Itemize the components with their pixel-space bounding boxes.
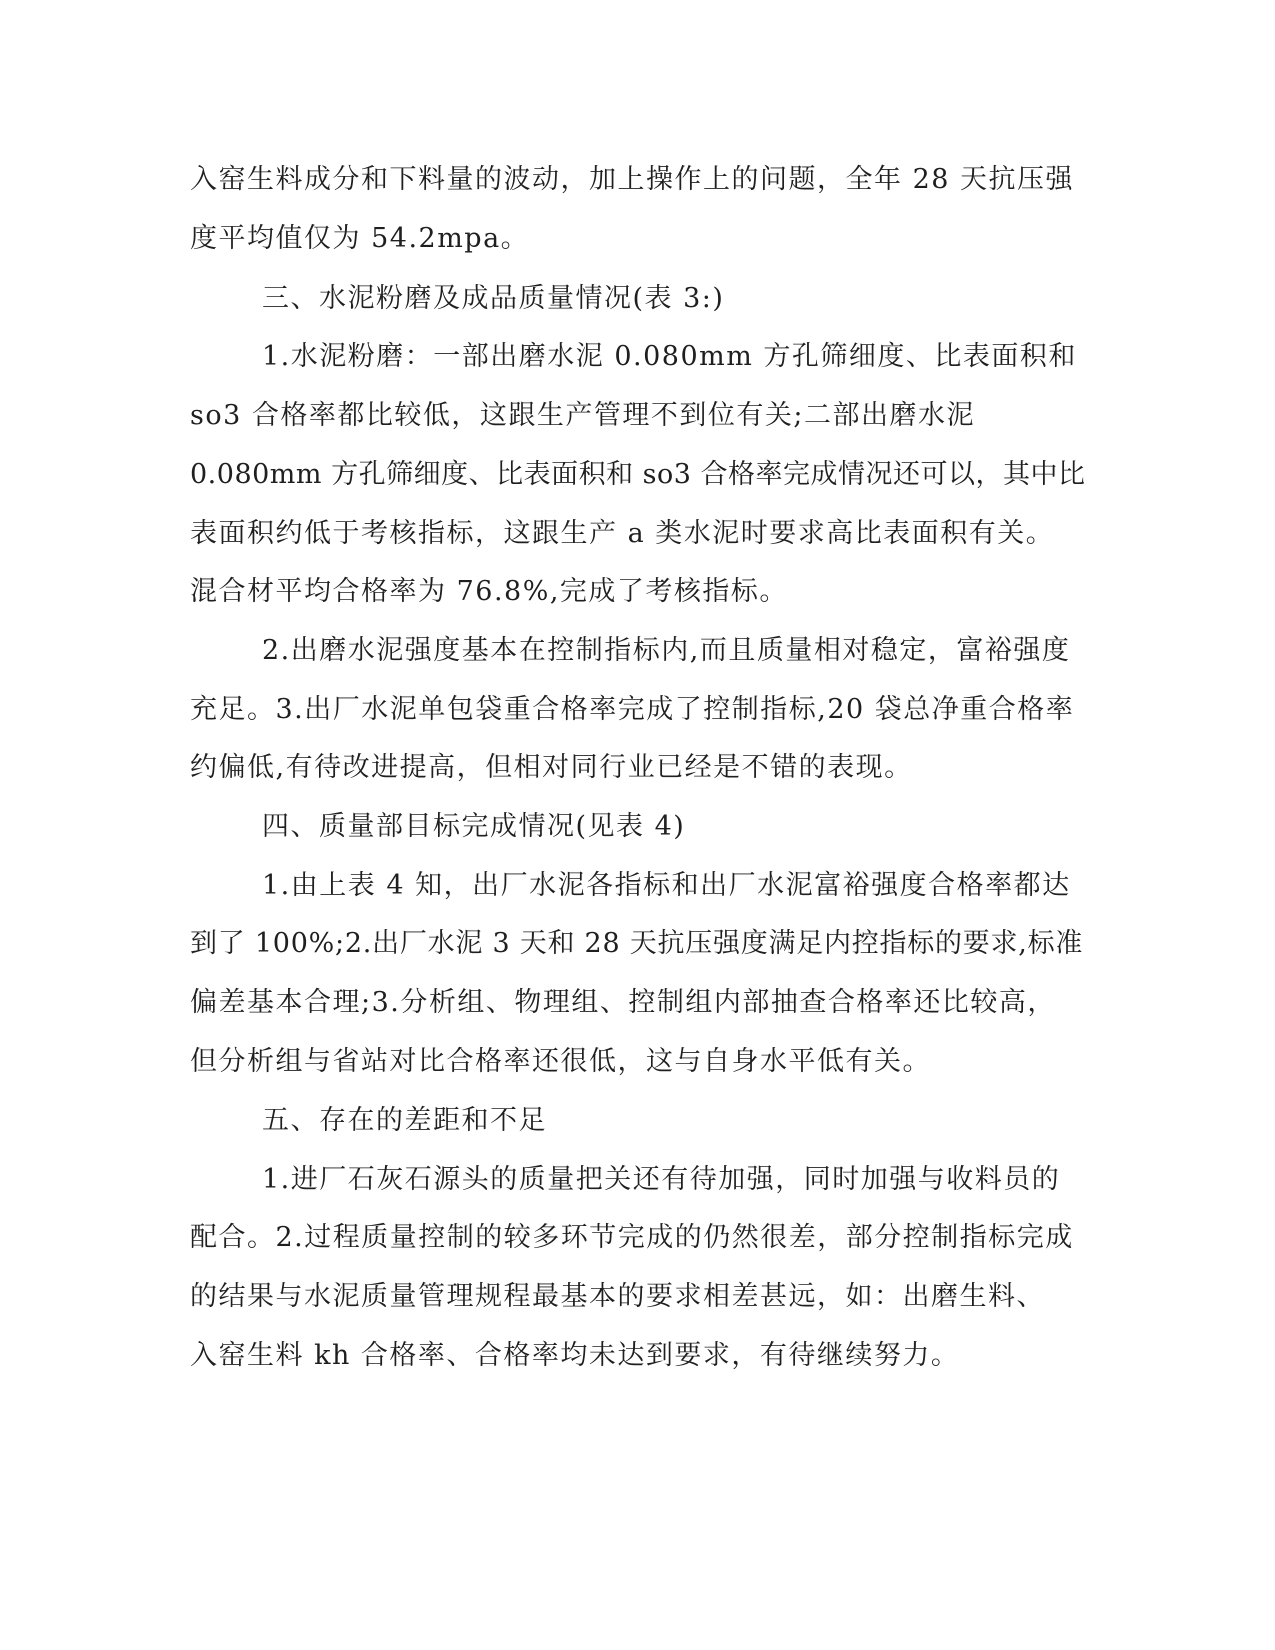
text-line: 1.水泥粉磨：一部出磨水泥 0.080mm 方孔筛细度、比表面积和: [262, 341, 1077, 372]
text-line: 表面积约低于考核指标，这跟生产 a 类水泥时要求高比表面积有关。: [190, 518, 1055, 549]
text-line: 入窑生料成分和下料量的波动，加上操作上的问题，全年 28 天抗压强: [190, 164, 1075, 195]
text-line: 约偏低,有待改进提高，但相对同行业已经是不错的表现。: [190, 752, 913, 783]
section-heading: 三、水泥粉磨及成品质量情况(表 3:): [262, 283, 725, 314]
section-heading: 四、质量部目标完成情况(见表 4): [262, 811, 686, 842]
text-line: 0.080mm 方孔筛细度、比表面积和 so3 合格率完成情况还可以，其中比: [190, 459, 1086, 490]
text-line: 到了 100%;2.出厂水泥 3 天和 28 天抗压强度满足内控指标的要求,标准: [190, 928, 1084, 959]
text-line: 充足。3.出厂水泥单包袋重合格率完成了控制指标,20 袋总净重合格率: [190, 694, 1075, 725]
text-line: 度平均值仅为 54.2mpa。: [190, 223, 530, 254]
text-line: 2.出磨水泥强度基本在控制指标内,而且质量相对稳定，富裕强度: [262, 635, 1071, 666]
text-line: 配合。2.过程质量控制的较多环节完成的仍然很差，部分控制指标完成: [190, 1222, 1074, 1253]
text-line: 的结果与水泥质量管理规程最基本的要求相差甚远，如：出磨生料、: [190, 1281, 1045, 1312]
text-line: 1.进厂石灰石源头的质量把关还有待加强，同时加强与收料员的: [262, 1164, 1061, 1195]
text-line: so3 合格率都比较低，这跟生产管理不到位有关;二部出磨水泥: [190, 400, 975, 431]
text-line: 入窑生料 kh 合格率、合格率均未达到要求，有待继续努力。: [190, 1340, 960, 1371]
text-line: 但分析组与省站对比合格率还很低，这与自身水平低有关。: [190, 1046, 931, 1077]
section-heading: 五、存在的差距和不足: [262, 1105, 547, 1136]
text-line: 偏差基本合理;3.分析组、物理组、控制组内部抽查合格率还比较高，: [190, 987, 1056, 1018]
text-line: 混合材平均合格率为 76.8%,完成了考核指标。: [190, 576, 788, 607]
text-line: 1.由上表 4 知，出厂水泥各指标和出厂水泥富裕强度合格率都达: [262, 870, 1071, 901]
